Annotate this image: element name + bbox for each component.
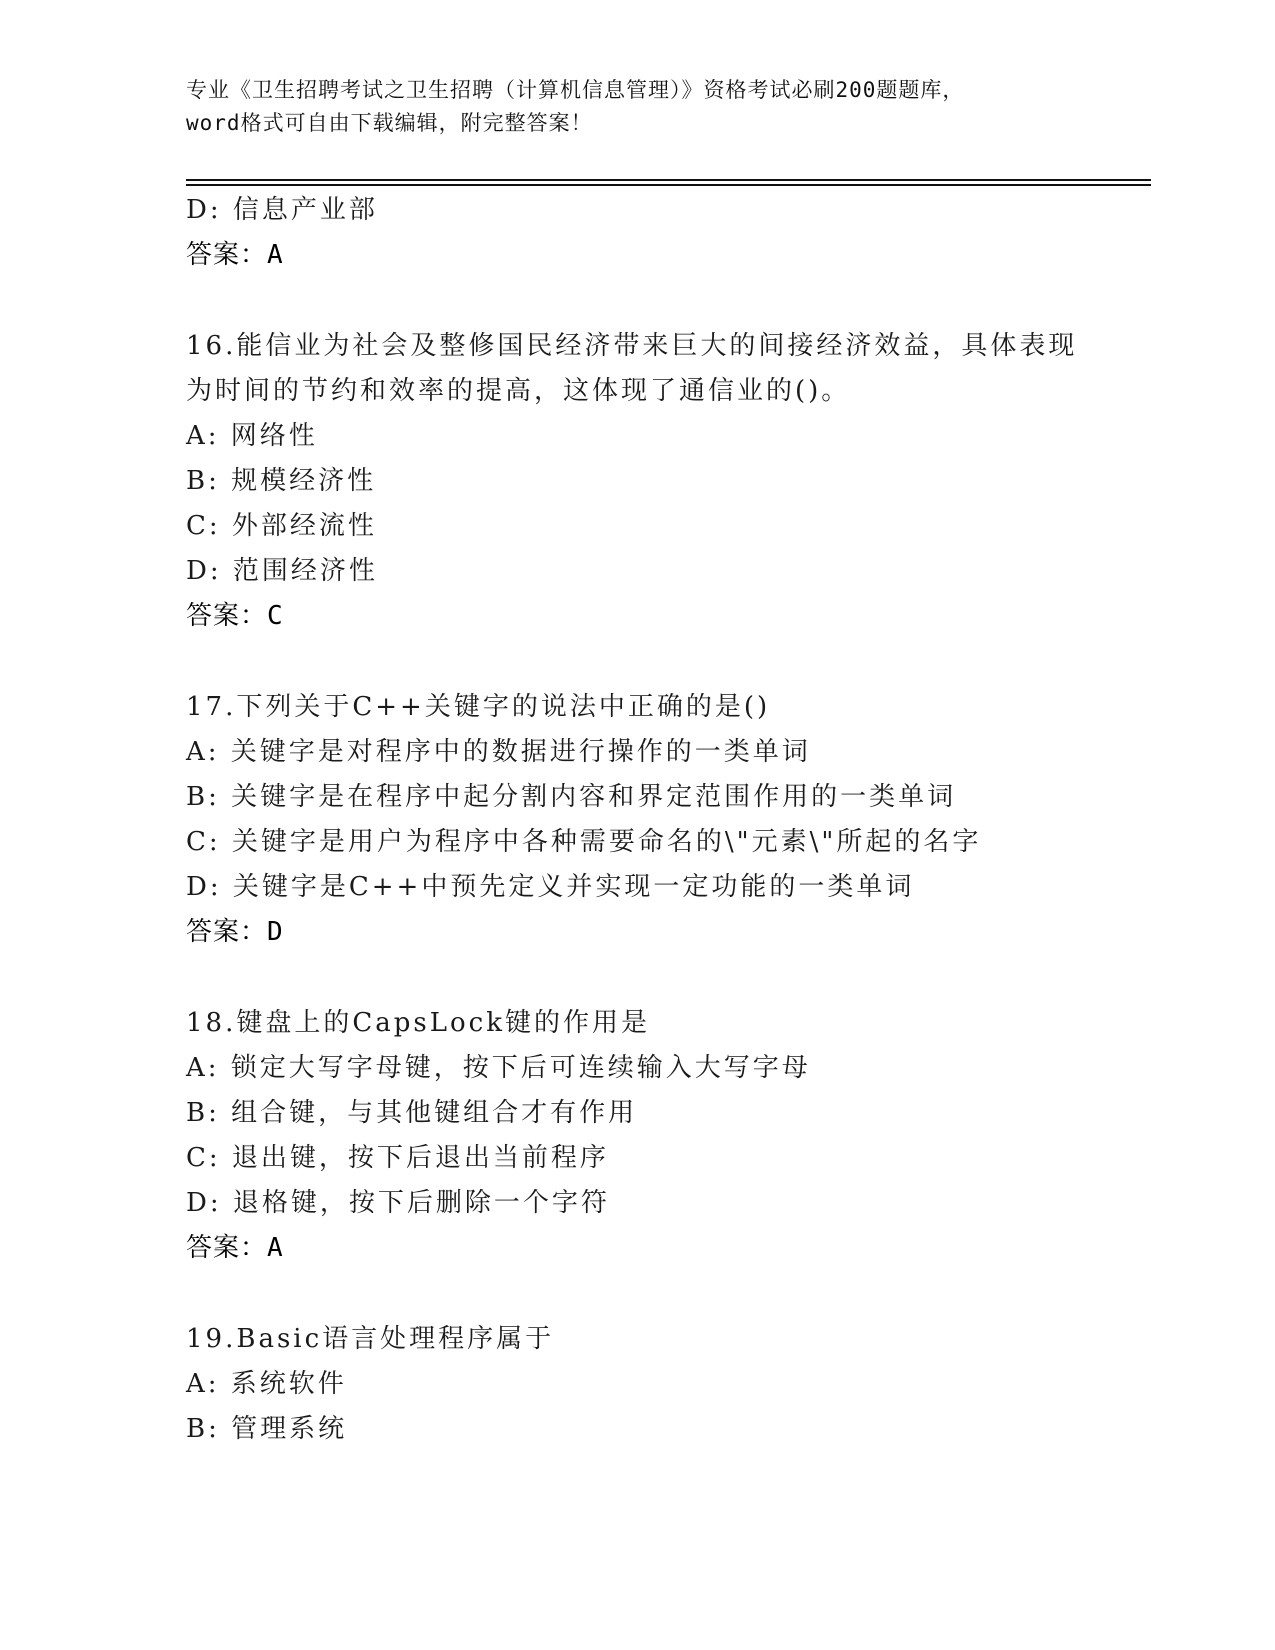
question-content: [186, 188, 1151, 1452]
option-c: C: 关键字是用户为程序中各种需要命名的\"元素\"所起的名字: [186, 827, 982, 857]
question-stem: 18.键盘上的CapsLock键的作用是: [186, 1008, 650, 1038]
question-16: [186, 324, 1151, 639]
question-stem-continued: 为时间的节约和效率的提高，这体现了通信业的()。: [186, 376, 851, 406]
option-a: A: 关键字是对程序中的数据进行操作的一类单词: [186, 737, 811, 767]
question-stem: 16.能信业为社会及整修国民经济带来巨大的间接经济效益，具体表现: [186, 331, 1078, 361]
option-b: B: 组合键，与其他键组合才有作用: [186, 1098, 638, 1128]
question-19: [186, 1317, 1151, 1452]
header-title-line-2: word格式可自由下载编辑，附完整答案！: [186, 111, 593, 135]
header-title-line-1: 专业《卫生招聘考试之卫生招聘（计算机信息管理）》资格考试必刷200题题库，: [186, 78, 965, 102]
document-header: [186, 74, 1086, 140]
question-15-tail: [186, 188, 1151, 278]
question-stem: 19.Basic语言处理程序属于: [186, 1324, 555, 1354]
option-d: D: 信息产业部: [186, 195, 378, 225]
option-d: D: 关键字是C++中预先定义并实现一定功能的一类单词: [186, 872, 915, 902]
option-a: A: 锁定大写字母键，按下后可连续输入大写字母: [186, 1053, 811, 1083]
header-rule-top: [186, 179, 1151, 181]
question-18: [186, 1001, 1151, 1271]
answer-line: 答案：C: [186, 601, 284, 631]
option-d: D: 退格键，按下后删除一个字符: [186, 1188, 610, 1218]
header-rule-bottom: [186, 184, 1151, 186]
option-b: B: 关键字是在程序中起分割内容和界定范围作用的一类单词: [186, 782, 957, 812]
option-a: A: 网络性: [186, 421, 318, 451]
option-d: D: 范围经济性: [186, 556, 378, 586]
answer-line: 答案：A: [186, 240, 284, 270]
option-b: B: 管理系统: [186, 1414, 348, 1444]
option-b: B: 规模经济性: [186, 466, 377, 496]
answer-line: 答案：D: [186, 917, 284, 947]
option-a: A: 系统软件: [186, 1369, 347, 1399]
option-c: C: 外部经流性: [186, 511, 377, 541]
question-stem: 17.下列关于C++关键字的说法中正确的是(): [186, 692, 771, 722]
option-c: C: 退出键，按下后退出当前程序: [186, 1143, 609, 1173]
answer-line: 答案：A: [186, 1233, 284, 1263]
question-17: [186, 685, 1151, 955]
